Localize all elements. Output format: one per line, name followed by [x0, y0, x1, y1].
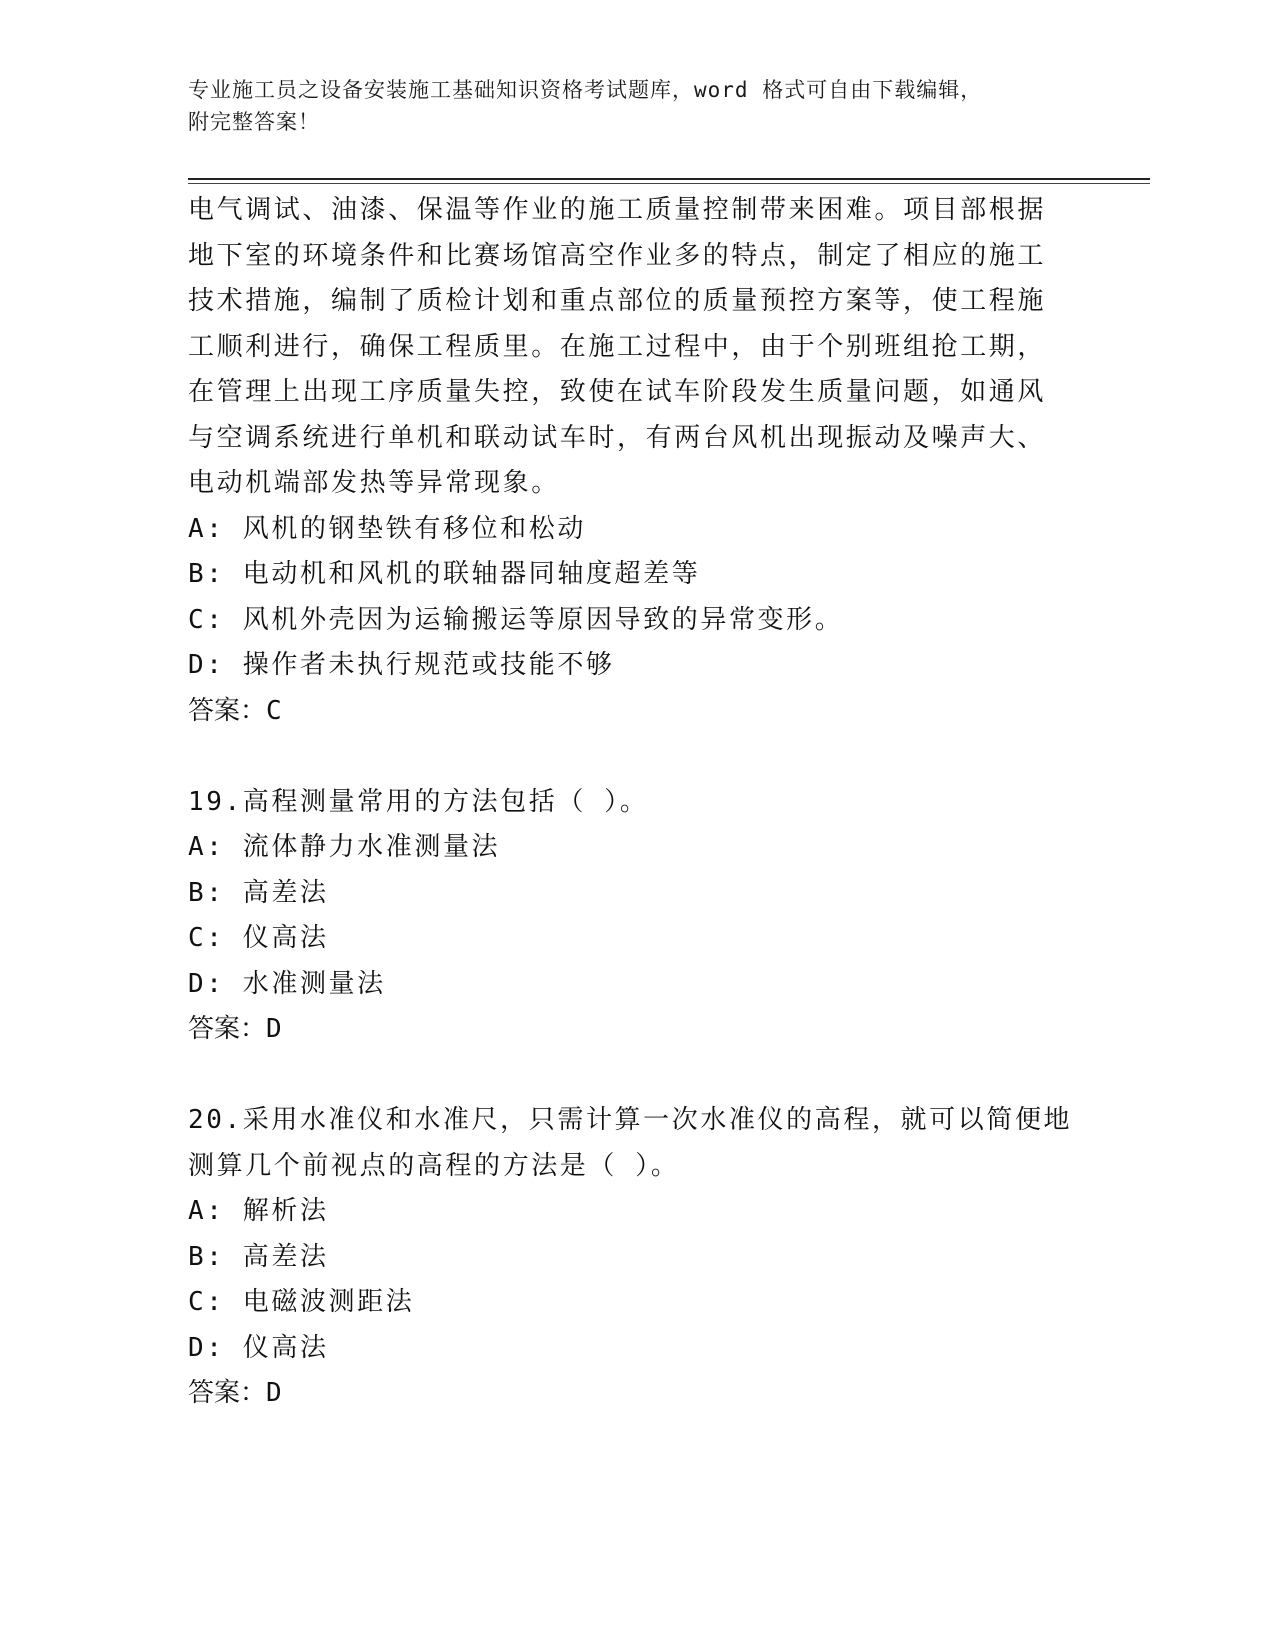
answer-label: 答案： [188, 1014, 267, 1044]
option-c: C: 风机外壳因为运输搬运等原因导致的异常变形。 [188, 604, 844, 635]
option-c: C: 仪高法 [188, 923, 329, 953]
question-text-line: 20.采用水准仪和水准尺，只需计算一次水准仪的高程，就可以简便地 [188, 1105, 1073, 1135]
page-header [188, 74, 1068, 138]
answer [188, 1371, 1088, 1417]
option-d: D: 操作者未执行规范或技能不够 [188, 650, 615, 680]
question-text-line: 电气调试、油漆、保温等作业的施工质量控制带来困难。项目部根据 [188, 195, 1047, 225]
option-c: C: 电磁波测距法 [188, 1287, 415, 1317]
question-text-line: 与空调系统进行单机和联动试车时，有两台风机出现振动及噪声大、 [188, 422, 1047, 453]
spacer [188, 734, 1088, 780]
question-text-line: 电动机端部发热等异常现象。 [188, 468, 560, 498]
option-d: D: 仪高法 [188, 1332, 329, 1363]
spacer [188, 1053, 1088, 1099]
question-text-line: 19.高程测量常用的方法包括（ ）。 [188, 786, 649, 817]
option-a: A: 风机的钢垫铁有移位和松动 [188, 513, 586, 544]
question-text-line: 测算几个前视点的高程的方法是（ ）。 [188, 1150, 680, 1181]
header-line: 附完整答案！ [188, 110, 320, 134]
answer-label: 答案： [188, 1378, 267, 1408]
question-text-line: 工顺利进行，确保工程质里。在施工过程中，由于个别班组抢工期， [188, 331, 1047, 362]
header-divider [188, 183, 1150, 184]
answer-value: D [266, 1014, 283, 1044]
option-a: A: 解析法 [188, 1196, 329, 1226]
answer-label: 答案： [188, 695, 267, 726]
answer [188, 689, 1088, 735]
option-b: B: 高差法 [188, 877, 329, 908]
option-b: B: 高差法 [188, 1241, 329, 1272]
question-text-line: 技术措施，编制了质检计划和重点部位的质量预控方案等，使工程施 [188, 286, 1047, 316]
question-18 [188, 188, 1088, 734]
answer-value: D [266, 1378, 283, 1408]
header-divider [188, 178, 1150, 180]
header-line: 专业施工员之设备安装施工基础知识资格考试题库，word 格式可自由下载编辑， [188, 78, 983, 102]
answer [188, 1007, 1088, 1053]
question-text-line: 在管理上出现工序质量失控，致使在试车阶段发生质量问题，如通风 [188, 377, 1047, 407]
document-body [188, 188, 1088, 1417]
option-b: B: 电动机和风机的联轴器同轴度超差等 [188, 559, 701, 589]
option-a: A: 流体静力水准测量法 [188, 832, 501, 862]
answer-value: C [266, 695, 283, 726]
option-d: D: 水准测量法 [188, 968, 386, 999]
question-text-line: 地下室的环境条件和比赛场馆高空作业多的特点，制定了相应的施工 [188, 240, 1047, 271]
question-20 [188, 1098, 1088, 1417]
question-19 [188, 780, 1088, 1053]
